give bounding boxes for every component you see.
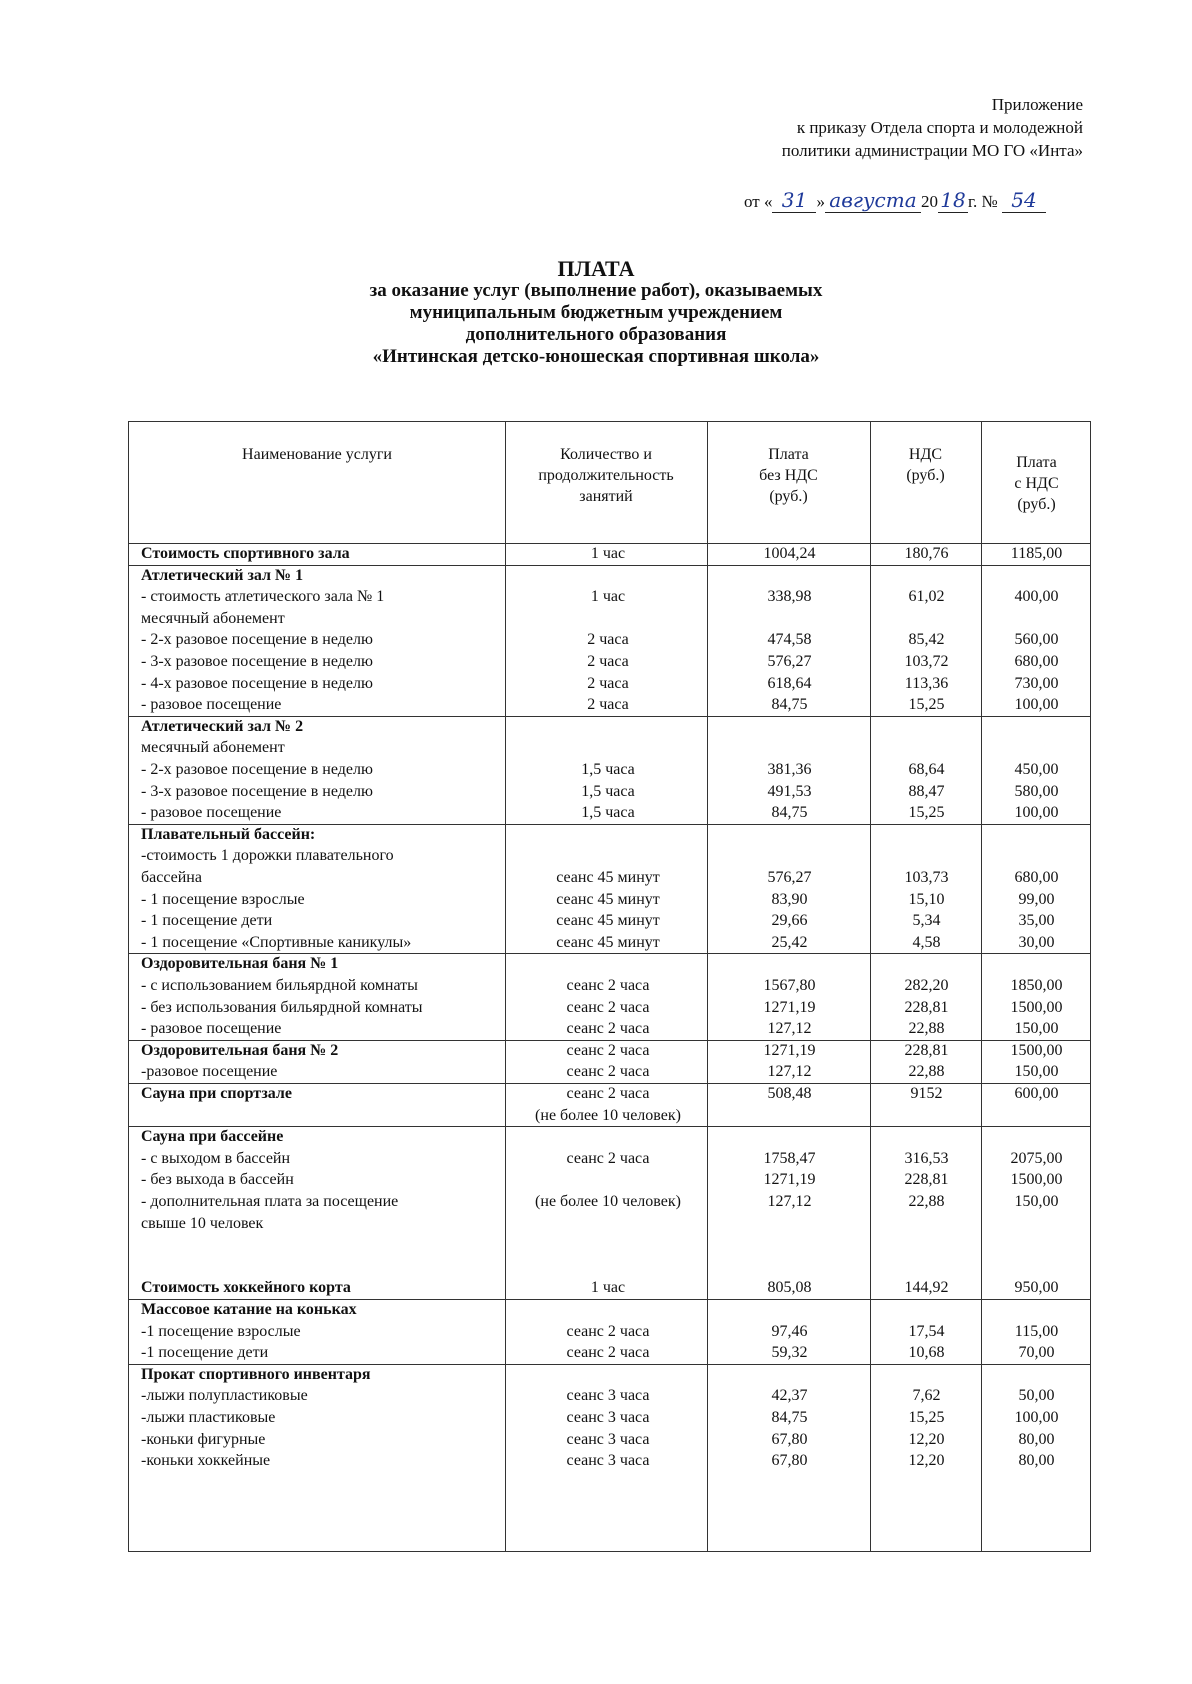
vat-amount: 103,73 xyxy=(904,868,949,886)
price-without-vat: 576,27 xyxy=(767,868,812,886)
price-with-vat: 1500,00 xyxy=(1010,1171,1063,1189)
quantity: сеанс 2 часа xyxy=(566,1322,650,1340)
header-quantity-duration xyxy=(505,444,707,507)
header-text-line: (руб.) xyxy=(1017,496,1056,513)
table-row xyxy=(129,1040,1090,1084)
price-with-vat: 100,00 xyxy=(1014,696,1059,714)
price-without-vat: 1004,24 xyxy=(763,545,816,562)
vat-amount: 61,02 xyxy=(908,588,945,606)
price-table xyxy=(128,421,1091,1552)
vat-amount: 316,53 xyxy=(904,1149,949,1167)
vat-amount: 15,25 xyxy=(908,1408,945,1426)
service-name: свыше 10 человек xyxy=(141,1214,264,1232)
service-name: -стоимость 1 дорожки плавательного xyxy=(141,847,394,865)
vat-amount: 144,92 xyxy=(904,1279,949,1297)
price-with-vat: 100,00 xyxy=(1014,1408,1059,1426)
price-without-vat: 338,98 xyxy=(767,588,812,606)
quantity: сеанс 45 минут xyxy=(556,890,660,908)
service-name: -лыжи полупластиковые xyxy=(141,1387,308,1405)
price-with-vat: 580,00 xyxy=(1014,782,1059,800)
service-name: Стоимость спортивного зала xyxy=(141,545,350,562)
price-with-vat: 1850,00 xyxy=(1010,976,1063,994)
order-year-prefix: 20 xyxy=(920,192,938,211)
vat-amount: 103,72 xyxy=(904,652,949,670)
document-title xyxy=(0,258,1192,368)
title-main: ПЛАТА xyxy=(557,256,635,281)
header-text-line: продолжительность xyxy=(538,467,674,484)
title-line-5: «Интинская детско-юношеская спортивная школа» xyxy=(372,346,820,367)
header-price-without-vat xyxy=(707,444,870,507)
order-date-line xyxy=(744,188,1046,213)
vat-amount: 180,76 xyxy=(904,545,949,562)
price-with-vat: 150,00 xyxy=(1014,1020,1059,1038)
quantity: сеанс 3 часа xyxy=(566,1430,650,1448)
vat-amount: 113,36 xyxy=(904,674,949,692)
service-name: - 2-х разовое посещение в неделю xyxy=(141,631,373,649)
price-without-vat: 508,48 xyxy=(767,1085,812,1102)
service-name: Плавательный бассейн: xyxy=(141,825,316,843)
service-name: - без выхода в бассейн xyxy=(141,1171,294,1189)
table-row xyxy=(129,543,1090,566)
quantity: 1 час xyxy=(590,588,626,606)
appendix-header xyxy=(782,93,1083,162)
price-with-vat: 730,00 xyxy=(1014,674,1059,692)
price-without-vat: 59,32 xyxy=(771,1344,808,1362)
vat-amount: 88,47 xyxy=(908,782,945,800)
quantity: сеанс 3 часа xyxy=(566,1408,650,1426)
quantity: сеанс 2 часа xyxy=(566,1020,650,1038)
service-name: -разовое посещение xyxy=(141,1063,278,1081)
price-without-vat: 42,37 xyxy=(771,1387,808,1405)
header-text-line: НДС xyxy=(908,446,943,463)
quantity: сеанс 2 часа xyxy=(566,1063,650,1081)
quantity: сеанс 45 минут xyxy=(556,868,660,886)
header-service-name xyxy=(129,444,505,465)
quantity: сеанс 2 часа xyxy=(566,998,650,1016)
service-name: -1 посещение взрослые xyxy=(141,1322,301,1340)
service-name: Атлетический зал № 1 xyxy=(141,566,304,584)
price-without-vat: 127,12 xyxy=(767,1192,812,1210)
order-month: августа xyxy=(825,188,921,213)
vat-amount: 85,42 xyxy=(908,631,945,649)
price-with-vat: 50,00 xyxy=(1018,1387,1055,1405)
vat-amount: 282,20 xyxy=(904,976,949,994)
table-row xyxy=(129,716,1090,825)
service-name: - 3-х разовое посещение в неделю xyxy=(141,652,373,670)
vat-amount: 22,88 xyxy=(908,1063,945,1081)
service-name: - 2-х разовое посещение в неделю xyxy=(141,760,373,778)
price-with-vat: 99,00 xyxy=(1018,890,1055,908)
vat-amount: 68,64 xyxy=(908,760,945,778)
service-name: - разовое посещение xyxy=(141,804,282,822)
table-row xyxy=(129,1364,1090,1472)
service-name: - 1 посещение взрослые xyxy=(141,890,305,908)
vat-amount: 15,25 xyxy=(908,804,945,822)
header-text-line: занятий xyxy=(579,488,633,505)
service-name: Атлетический зал № 2 xyxy=(141,717,304,735)
service-name: месячный абонемент xyxy=(141,609,285,627)
quantity: 2 часа xyxy=(587,674,629,692)
service-name: - стоимость атлетического зала № 1 xyxy=(141,588,385,606)
price-with-vat: 70,00 xyxy=(1018,1344,1055,1362)
price-with-vat: 35,00 xyxy=(1018,912,1055,930)
header-text-line: Плата xyxy=(1016,454,1057,471)
quantity: 1,5 часа xyxy=(581,760,635,778)
price-without-vat: 491,53 xyxy=(767,782,812,800)
service-name: -коньки хоккейные xyxy=(141,1452,271,1470)
quantity: 1 час xyxy=(590,545,626,562)
price-without-vat: 1271,19 xyxy=(763,998,816,1016)
service-name: -лыжи пластиковые xyxy=(141,1408,276,1426)
header-text-line: с НДС xyxy=(1014,475,1059,492)
price-with-vat: 600,00 xyxy=(1014,1085,1059,1102)
header-vat xyxy=(870,444,981,486)
header-text-line: Наименование услуги xyxy=(242,446,392,463)
service-name: Прокат спортивного инвентаря xyxy=(141,1365,371,1383)
quantity: сеанс 45 минут xyxy=(556,933,660,951)
price-without-vat: 67,80 xyxy=(771,1430,808,1448)
price-with-vat: 150,00 xyxy=(1014,1192,1059,1210)
price-without-vat: 576,27 xyxy=(767,652,812,670)
service-name: - разовое посещение xyxy=(141,1020,282,1038)
quantity: 1,5 часа xyxy=(581,782,635,800)
order-mid: » xyxy=(816,192,825,211)
vat-amount: 22,88 xyxy=(908,1020,945,1038)
table-row xyxy=(129,1083,1090,1127)
appendix-order-ref: к приказу Отдела спорта и молодежной xyxy=(796,118,1083,137)
price-with-vat: 950,00 xyxy=(1014,1279,1059,1297)
service-name: - 1 посещение «Спортивные каникулы» xyxy=(141,933,412,951)
header-price-with-vat xyxy=(981,452,1092,515)
service-name: -коньки фигурные xyxy=(141,1430,266,1448)
vat-amount: 5,34 xyxy=(912,912,941,930)
price-with-vat: 400,00 xyxy=(1014,588,1059,606)
service-name: Сауна при бассейне xyxy=(141,1128,284,1146)
price-without-vat: 1567,80 xyxy=(763,976,816,994)
quantity: (не более 10 человек) xyxy=(535,1106,681,1124)
header-text-line: Плата xyxy=(768,446,809,463)
quantity: 2 часа xyxy=(587,696,629,714)
price-without-vat: 1271,19 xyxy=(763,1171,816,1189)
vat-amount: 228,81 xyxy=(904,1171,949,1189)
service-name: - 3-х разовое посещение в неделю xyxy=(141,782,373,800)
service-name: - без использования бильярдной комнаты xyxy=(141,998,423,1016)
price-without-vat: 381,36 xyxy=(767,760,812,778)
price-without-vat: 25,42 xyxy=(771,933,808,951)
order-prefix: от « xyxy=(744,192,773,211)
price-with-vat: 1500,00 xyxy=(1010,1041,1063,1059)
quantity: 1 час xyxy=(590,1279,626,1297)
table-row xyxy=(129,1299,1090,1365)
vat-amount: 17,54 xyxy=(908,1322,945,1340)
service-name: Оздоровительная баня № 2 xyxy=(141,1041,339,1059)
price-without-vat: 84,75 xyxy=(771,804,808,822)
quantity: 2 часа xyxy=(587,652,629,670)
price-with-vat: 2075,00 xyxy=(1010,1149,1063,1167)
price-without-vat: 97,46 xyxy=(771,1322,808,1340)
quantity: сеанс 2 часа xyxy=(566,1041,650,1059)
vat-amount: 12,20 xyxy=(908,1452,945,1470)
price-without-vat: 805,08 xyxy=(767,1279,812,1297)
price-with-vat: 560,00 xyxy=(1014,631,1059,649)
price-without-vat: 474,58 xyxy=(767,631,812,649)
order-day: 31 xyxy=(772,188,816,213)
service-name: Массовое катание на коньках xyxy=(141,1301,357,1318)
price-without-vat: 84,75 xyxy=(771,696,808,714)
price-with-vat: 450,00 xyxy=(1014,760,1059,778)
price-with-vat: 100,00 xyxy=(1014,804,1059,822)
price-without-vat: 618,64 xyxy=(767,674,812,692)
service-name: - 4-х разовое посещение в неделю xyxy=(141,674,373,692)
quantity: (не более 10 человек) xyxy=(535,1192,681,1210)
price-with-vat: 1500,00 xyxy=(1010,998,1063,1016)
price-without-vat: 127,12 xyxy=(767,1063,812,1081)
header-text-line: без НДС xyxy=(759,467,818,484)
title-line-3: муниципальным бюджетным учреждением xyxy=(409,302,783,323)
price-without-vat: 1758,47 xyxy=(763,1149,816,1167)
price-with-vat: 1185,00 xyxy=(1010,545,1063,562)
vat-amount: 22,88 xyxy=(908,1192,945,1210)
order-number: 54 xyxy=(1002,188,1046,213)
service-name: - 1 посещение дети xyxy=(141,912,273,930)
price-with-vat: 150,00 xyxy=(1014,1063,1059,1081)
quantity: сеанс 2 часа xyxy=(566,1085,650,1102)
header-text-line: (руб.) xyxy=(906,467,945,484)
price-without-vat: 84,75 xyxy=(771,1408,808,1426)
vat-amount: 4,58 xyxy=(912,933,941,951)
service-name: - разовое посещение xyxy=(141,696,282,714)
price-with-vat: 680,00 xyxy=(1014,868,1059,886)
price-with-vat: 115,00 xyxy=(1014,1322,1059,1340)
service-name: Оздоровительная баня № 1 xyxy=(141,955,339,973)
service-name: бассейна xyxy=(141,868,202,886)
price-without-vat: 67,80 xyxy=(771,1452,808,1470)
vat-amount: 15,10 xyxy=(908,890,945,908)
quantity: 1,5 часа xyxy=(581,804,635,822)
price-without-vat: 1271,19 xyxy=(763,1041,816,1059)
title-line-2: за оказание услуг (выполнение работ), оказываемых xyxy=(369,280,823,301)
appendix-administration: политики администрации МО ГО «Инта» xyxy=(781,141,1083,160)
price-without-vat: 83,90 xyxy=(771,890,808,908)
vat-amount: 9152 xyxy=(910,1085,943,1102)
header-text-line: (руб.) xyxy=(769,488,808,505)
quantity: сеанс 3 часа xyxy=(566,1387,650,1405)
quantity: 2 часа xyxy=(587,631,629,649)
table-row xyxy=(129,953,1090,1040)
vat-amount: 228,81 xyxy=(904,998,949,1016)
quantity: сеанс 2 часа xyxy=(566,1344,650,1362)
table-row xyxy=(129,565,1090,717)
quantity: сеанс 45 минут xyxy=(556,912,660,930)
table-row xyxy=(129,824,1090,955)
vat-amount: 15,25 xyxy=(908,696,945,714)
price-without-vat: 127,12 xyxy=(767,1020,812,1038)
service-name: - с выходом в бассейн xyxy=(141,1149,291,1167)
service-name: - с использованием бильярдной комнаты xyxy=(141,976,418,994)
service-name: месячный абонемент xyxy=(141,739,285,757)
appendix-label: Приложение xyxy=(991,95,1083,114)
header-text-line: Количество и xyxy=(560,446,652,463)
price-with-vat: 30,00 xyxy=(1018,933,1055,951)
service-name: Сауна при спортзале xyxy=(141,1085,293,1102)
price-with-vat: 680,00 xyxy=(1014,652,1059,670)
table-row xyxy=(129,1126,1090,1300)
vat-amount: 10,68 xyxy=(908,1344,945,1362)
table-header-row xyxy=(129,422,1090,544)
order-number-label: г. № xyxy=(967,192,998,211)
vat-amount: 7,62 xyxy=(912,1387,941,1405)
quantity: сеанс 3 часа xyxy=(566,1452,650,1470)
vat-amount: 12,20 xyxy=(908,1430,945,1448)
title-line-4: дополнительного образования xyxy=(465,324,727,345)
price-without-vat: 29,66 xyxy=(771,912,808,930)
price-with-vat: 80,00 xyxy=(1018,1452,1055,1470)
price-with-vat: 80,00 xyxy=(1018,1430,1055,1448)
vat-amount: 228,81 xyxy=(904,1041,949,1059)
service-name: -1 посещение дети xyxy=(141,1344,269,1362)
order-year: 18 xyxy=(938,188,968,213)
quantity: сеанс 2 часа xyxy=(566,1149,650,1167)
service-name: - дополнительная плата за посещение xyxy=(141,1192,399,1210)
quantity: сеанс 2 часа xyxy=(566,976,650,994)
service-name: Стоимость хоккейного корта xyxy=(141,1279,351,1297)
